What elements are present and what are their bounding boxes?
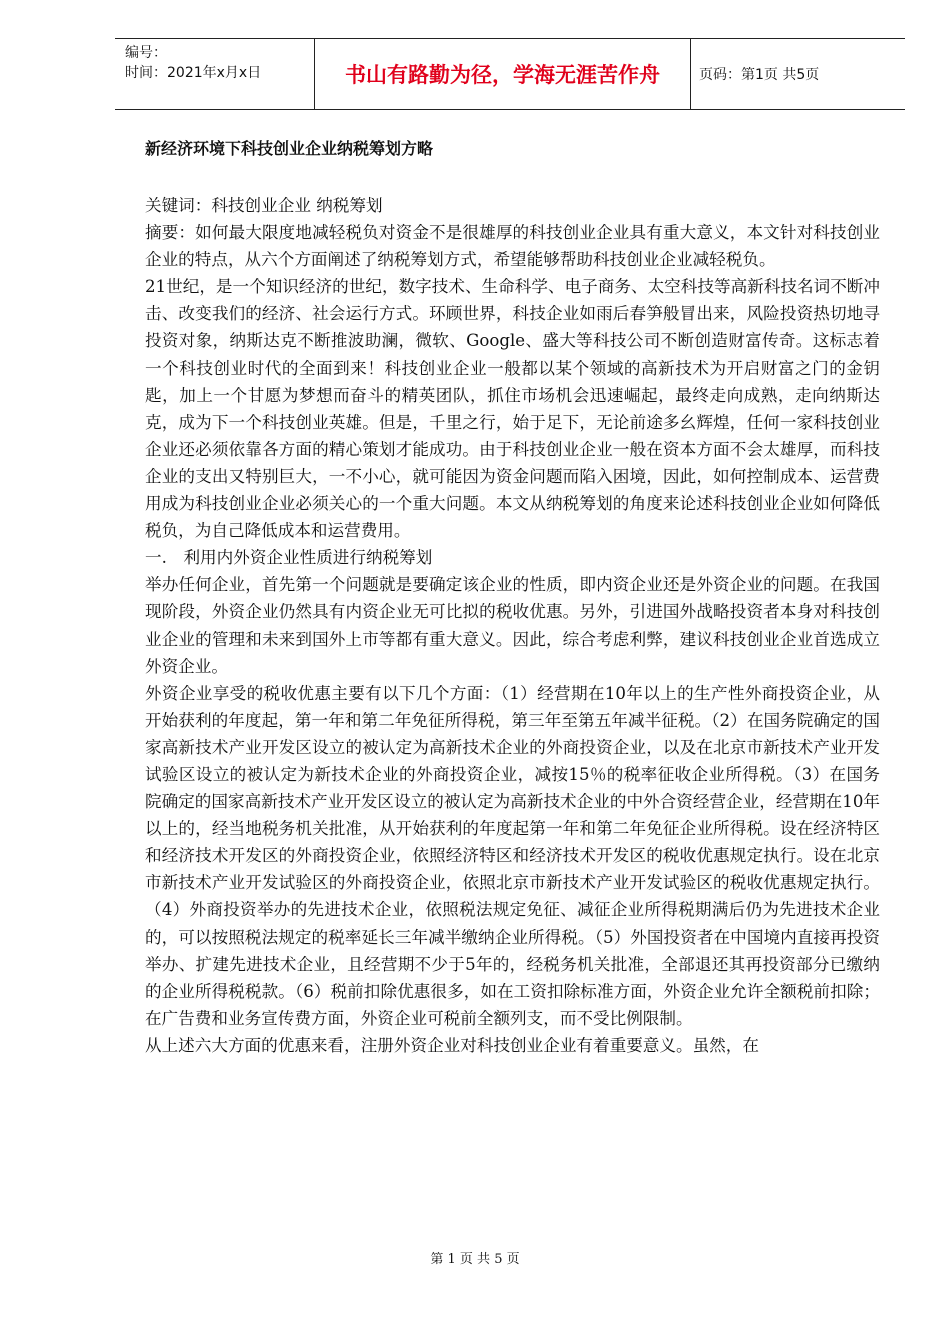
time-label: 时间：2021年x月x日 xyxy=(125,65,262,81)
body-paragraph: 从上述六大方面的优惠来看，注册外资企业对科技创业企业有着重要意义。虽然，在 xyxy=(145,1035,759,1055)
body-paragraph: 外资企业享受的税收优惠主要有以下几个方面：（1）经营期在10年以上的生产性外商投资企业，从开始获利的年度起，第一年和第二年免征所得税，第三年至第五年减半征税。（2）在国务院确定的国家高新技术产业开发区设立的被认定为高新技术企业的外商投资企业，以及在北京市新技术产业开发试验区设立的被认定为新技术企业的外商投资企业，减按15％的税率征收企业所得税。（3）在国务院确定的国家高新技术产业开发区设立的被认定为高新技术企业的中外合资经营企业，经营期在10年以上的，经当地税务机关批准，从开始获利的年度起第一年和第二年免征企业所得税。设在经济特区和经济技术开发区的外商投资企业，依照经济特区和经济技术开发区的税收优惠规定执行。设在北京市新技术产业开发试验区的外商投资企业，依照北京市新技术产业开发试验区的税收优惠规定执行。（4）外商投资举办的先进技术企业，依照税法规定免征、减征企业所得税期满后仍为先进技术企业的，可以按照税法规定的税率延长三年减半缴纳企业所得税。（5）外国投资者在中国境内直接再投资举办、扩建先进技术企业，且经营期不少于5年的，经税务机关批准，全部退还其再投资部分已缴纳的企业所得税税款。（6）税前扣除优惠很多，如在工资扣除标准方面，外资企业允许全额税前扣除；在广告费和业务宣传费方面，外资企业可税前全额列支，而不受比例限制。 xyxy=(145,683,880,1028)
header-motto: 书山有路勤为径，学海无涯苦作舟 xyxy=(315,39,691,109)
keywords: 关键词：科技创业企业 纳税筹划 xyxy=(145,196,383,215)
header-meta xyxy=(115,39,315,109)
document-title: 新经济环境下科技创业企业纳税筹划方略 xyxy=(145,139,434,158)
page-footer: 第 1 页 共 5 页 xyxy=(430,1252,520,1267)
body-paragraph: 举办任何企业，首先第一个问题就是要确定该企业的性质，即内资企业还是外资企业的问题。在我国现阶段，外资企业仍然具有内资企业无可比拟的税收优惠。另外，引进国外战略投资者本身对科技创业企业的管理和未来到国外上市等都有重大意义。因此，综合考虑利弊，建议科技创业企业首选成立外资企业。 xyxy=(145,575,880,676)
intro-paragraph: 21世纪，是一个知识经济的世纪，数字技术、生命科学、电子商务、太空科技等高新科技名词不断冲击、改变我们的经济、社会运行方式。环顾世界，科技企业如雨后春笋般冒出来，风险投资热切地寻投资对象，纳斯达克不断推波助澜，微软、Google、盛大等科技公司不断创造财富传奇。这标志着一个科技创业时代的全面到来！科技创业企业一般都以某个领域的高新技术为开启财富之门的金钥匙，加上一个甘愿为梦想而奋斗的精英团队，抓住市场机会迅速崛起，最终走向成熟，走向纳斯达克，成为下一个科技创业英雄。但是，千里之行，始于足下，无论前途多幺辉煌，任何一家科技创业企业还必须依靠各方面的精心策划才能成功。由于科技创业企业一般在资本方面不会太雄厚，而科技企业的支出又特别巨大，一不小心，就可能因为资金问题而陷入困境，因此，如何控制成本、运营费用成为科技创业企业必须关心的一个重大问题。本文从纳税筹划的角度来论述科技创业企业如何降低税负，为自己降低成本和运营费用。 xyxy=(145,277,880,541)
header-page-info: 页码：第1页 共5页 xyxy=(699,67,820,83)
page-header xyxy=(115,38,905,110)
number-label: 编号： xyxy=(125,45,167,61)
section-heading-1: 一. 利用内外资企业性质进行纳税筹划 xyxy=(145,548,433,568)
document-body xyxy=(145,192,880,1059)
abstract-paragraph: 摘要：如何最大限度地减轻税负对资金不是很雄厚的科技创业企业具有重大意义，本文针对科技创业企业的特点，从六个方面阐述了纳税筹划方式，希望能够帮助科技创业企业减轻税负。 xyxy=(145,223,880,270)
